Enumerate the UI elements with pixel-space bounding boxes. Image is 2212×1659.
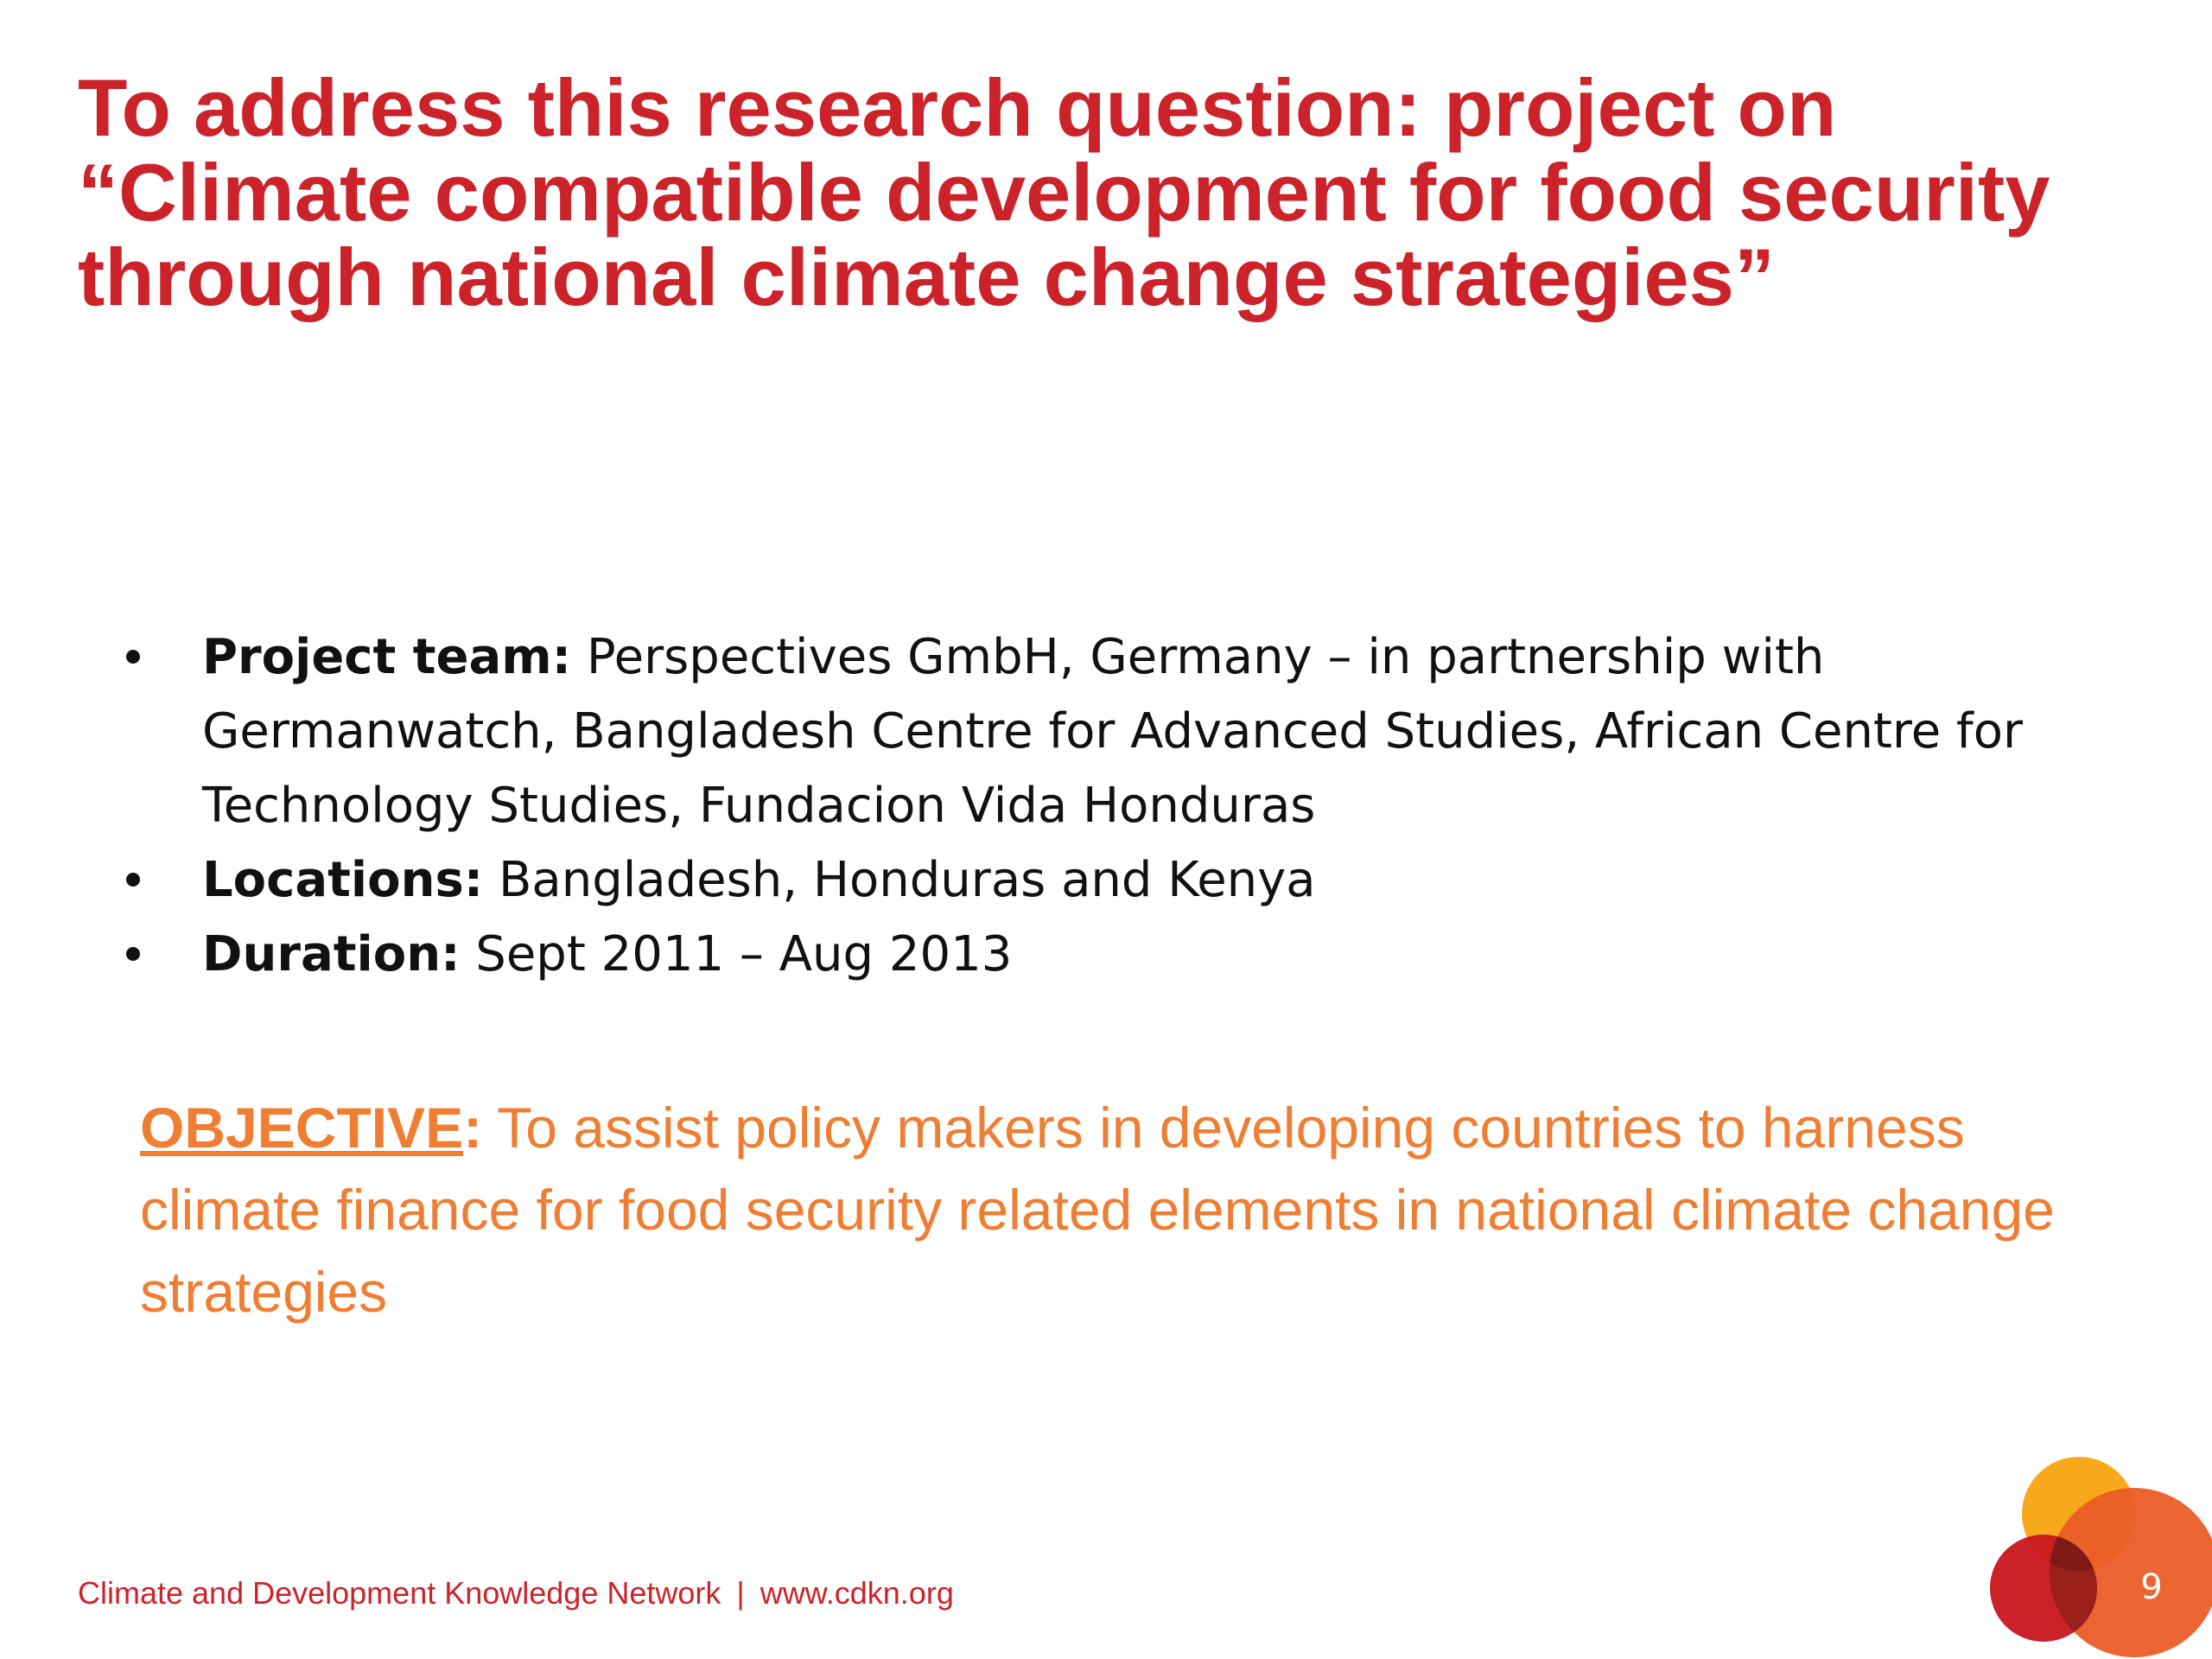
- objective-statement: [140, 1087, 2127, 1333]
- bullet-dot-icon: [126, 947, 140, 961]
- slide-title: To address this research question: project on “Climate compatible development for food security through national climate change strategies”: [78, 62, 2050, 322]
- bullet-item-project-team: [121, 620, 2108, 843]
- footer: [78, 1574, 954, 1612]
- bullet-item-duration: [121, 918, 2108, 992]
- bullet-label: Duration:: [202, 926, 461, 982]
- bullet-label: Project team:: [202, 629, 572, 685]
- bullet-list: [121, 620, 2108, 992]
- bullet-text: Sept 2011 – Aug 2013: [460, 926, 1013, 982]
- bullet-item-locations: [121, 843, 2108, 918]
- bullet-label: Locations:: [202, 852, 484, 908]
- bullet-text: Perspectives GmbH, Germany – in partnership with Germanwatch, Bangladesh Centre for Advanced Studies, African Centre for Technology Studies, Fundacion Vida Honduras: [202, 629, 2023, 834]
- objective-label: OBJECTIVE: [140, 1096, 464, 1160]
- bullet-dot-icon: [126, 650, 140, 664]
- objective-text: To assist policy makers in developing countries to harness climate finance for food security related elements in national climate change strategies: [140, 1096, 2055, 1324]
- footer-separator: |: [736, 1575, 745, 1611]
- footer-url: www.cdkn.org: [760, 1575, 954, 1611]
- bullet-text: Bangladesh, Honduras and Kenya: [483, 852, 1316, 908]
- footer-org-name: Climate and Development Knowledge Network: [78, 1575, 721, 1611]
- objective-colon: :: [463, 1096, 483, 1160]
- cdkn-logo-icon: [1979, 1434, 2212, 1659]
- page-number: 9: [2140, 1567, 2163, 1607]
- bullet-dot-icon: [126, 873, 140, 887]
